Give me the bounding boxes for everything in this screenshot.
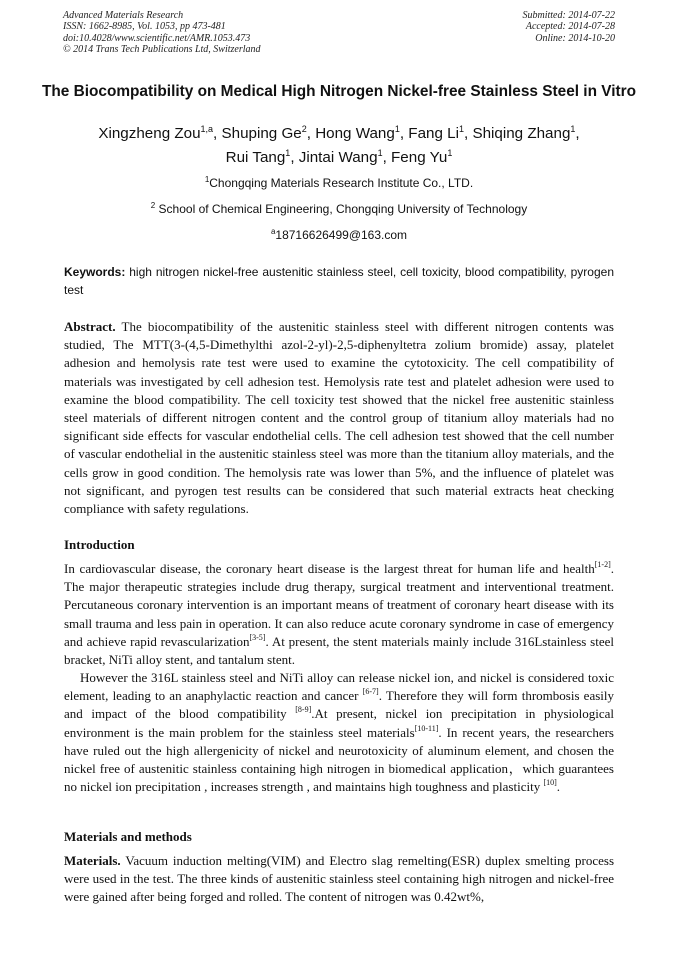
materials-text: Vacuum induction melting(VIM) and Electro slag remelting(ESR) duplex smelting process were used in the test. The three kinds of austenitic stainless steel containing high nitrogen and nickel-free were gained after being forged and rolled. The content of nitrogen was 0.42wt%, <box>64 853 614 905</box>
author: Hong Wang$^1$, <box>315 124 409 142</box>
keywords <box>64 264 614 299</box>
submitted-date: Submitted: 2014-07-22 <box>522 10 615 21</box>
abstract-label: Abstract. <box>64 319 116 334</box>
affiliation-2: $^2$ School of Chemical Engineering, Chongqing University of Technology <box>150 201 528 216</box>
author: Shiqing Zhang$^1$, <box>472 124 580 142</box>
doi-link[interactable]: doi:10.4028/www.scientific.net/AMR.1053.473 <box>63 32 251 44</box>
abstract <box>64 318 614 518</box>
author: Feng Yu$^1$ <box>391 148 453 166</box>
introduction-paragraph-2: However the 316L stainless steel and NiTi alloy can release nickel ion, and nickel is considered toxic element, leading to an anaphylactic reaction and cancer [6-7]. Therefore they will form thrombosis easily and impact of the blood compatibility [8-9].At present, nickel ion precipitation in physiological environment is the main problem for the stainless steel materials[10-11]. In recent years, the researchers have ruled out the high allergenicity of nickel and neurotoxicity of aluminum element, and chosen the nickel free of austenitic stainless containing high nitrogen in biomedical application，which guarantees no nickel ion precipitation , increases strength , and maintains high toughness and plasticity [10]. <box>64 670 615 795</box>
author: Xingzheng Zou$^{1,a}$, <box>98 124 222 142</box>
citation: [1-2] <box>594 560 611 569</box>
online-date: Online: 2014-10-20 <box>535 32 615 44</box>
keywords-label: Keywords: <box>64 265 126 279</box>
author: Fang Li$^1$, <box>408 124 473 142</box>
corresponding-email: $^a$18716626499@163.com <box>270 227 408 242</box>
abstract-text: The biocompatibility of the austenitic stainless steel with different nitrogen contents was studied, The MTT(3-(4,5-Dimethylthi azol-2-yl)-2,5-diphenyltetra zolium bromide) assay, platelet adhesion and hemolysis rate test were used to examine the cytotoxicity. The cell compatibility of materials was investigated by cell adhesion test. Hemolysis rate test and platelet adhesion were used to examine the blood compatibility. The cell toxicity test showed that the nickel free austenitic stainless steel materials of different nitrogen content and the control group of titanium alloy materials had no significant side effects for vascular endothelial cells. The cell adhesion test showed that the cell number of vascular endothelial in the austenitic stainless steel was more than the titanium alloy materials, and the cells grow in good condition. The hemolysis rate was lower than 5%, and the influence of platelet was not significant, and pyrogen test results can be considered that such material extracts heat checking compliance with safety regulations. <box>64 319 614 517</box>
methods-heading: Materials and methods <box>64 829 192 844</box>
citation: [10] <box>543 778 557 788</box>
author-list <box>40 122 638 170</box>
author: Jintai Wang$^1$, <box>298 148 392 166</box>
copyright-notice: © 2014 Trans Tech Publications Ltd, Switzerland <box>63 44 261 56</box>
affiliation-1: $^1$Chongqing Materials Research Institute Co., LTD. <box>204 175 474 190</box>
introduction-paragraph-1: In cardiovascular disease, the coronary heart disease is the largest threat for human life and health[1-2]. The major therapeutic strategies include drug therapy, surgical treatment and interventional treatment. Percutaneous coronary intervention is an important means of treatment of coronary heart disease with its small trauma and less pain in operation. It can also reduce acute coronary syndrome in case of emergency and achieve rapid revascularization[3-5]. At present, the stent materials mainly include 316Lstainless steel bracket, NiTi alloy stent, and tantalum stent. <box>64 560 614 668</box>
citation: [6-7] <box>362 687 379 697</box>
author: Shuping Ge$^2$, <box>221 124 316 142</box>
methods-materials-paragraph <box>64 852 614 907</box>
paper-title: The Biocompatibility on Medical High Nitrogen Nickel-free Stainless Steel in Vitro <box>41 83 637 100</box>
keywords-text: high nitrogen nickel-free austenitic stainless steel, cell toxicity, blood compatibility, pyrogen test <box>64 265 614 297</box>
introduction-heading: Introduction <box>64 537 135 552</box>
journal-name: Advanced Materials Research <box>63 10 184 21</box>
publication-info <box>63 10 363 56</box>
accepted-date: Accepted: 2014-07-28 <box>525 21 615 33</box>
citation: [3-5] <box>249 632 266 642</box>
materials-label: Materials. <box>64 853 121 868</box>
issn-volume: ISSN: 1662-8985, Vol. 1053, pp 473-481 <box>63 21 226 33</box>
publication-dates <box>415 10 615 44</box>
citation: [8-9] <box>295 705 312 715</box>
author: Rui Tang$^1$, <box>225 148 299 166</box>
citation: [10-11] <box>414 723 439 733</box>
